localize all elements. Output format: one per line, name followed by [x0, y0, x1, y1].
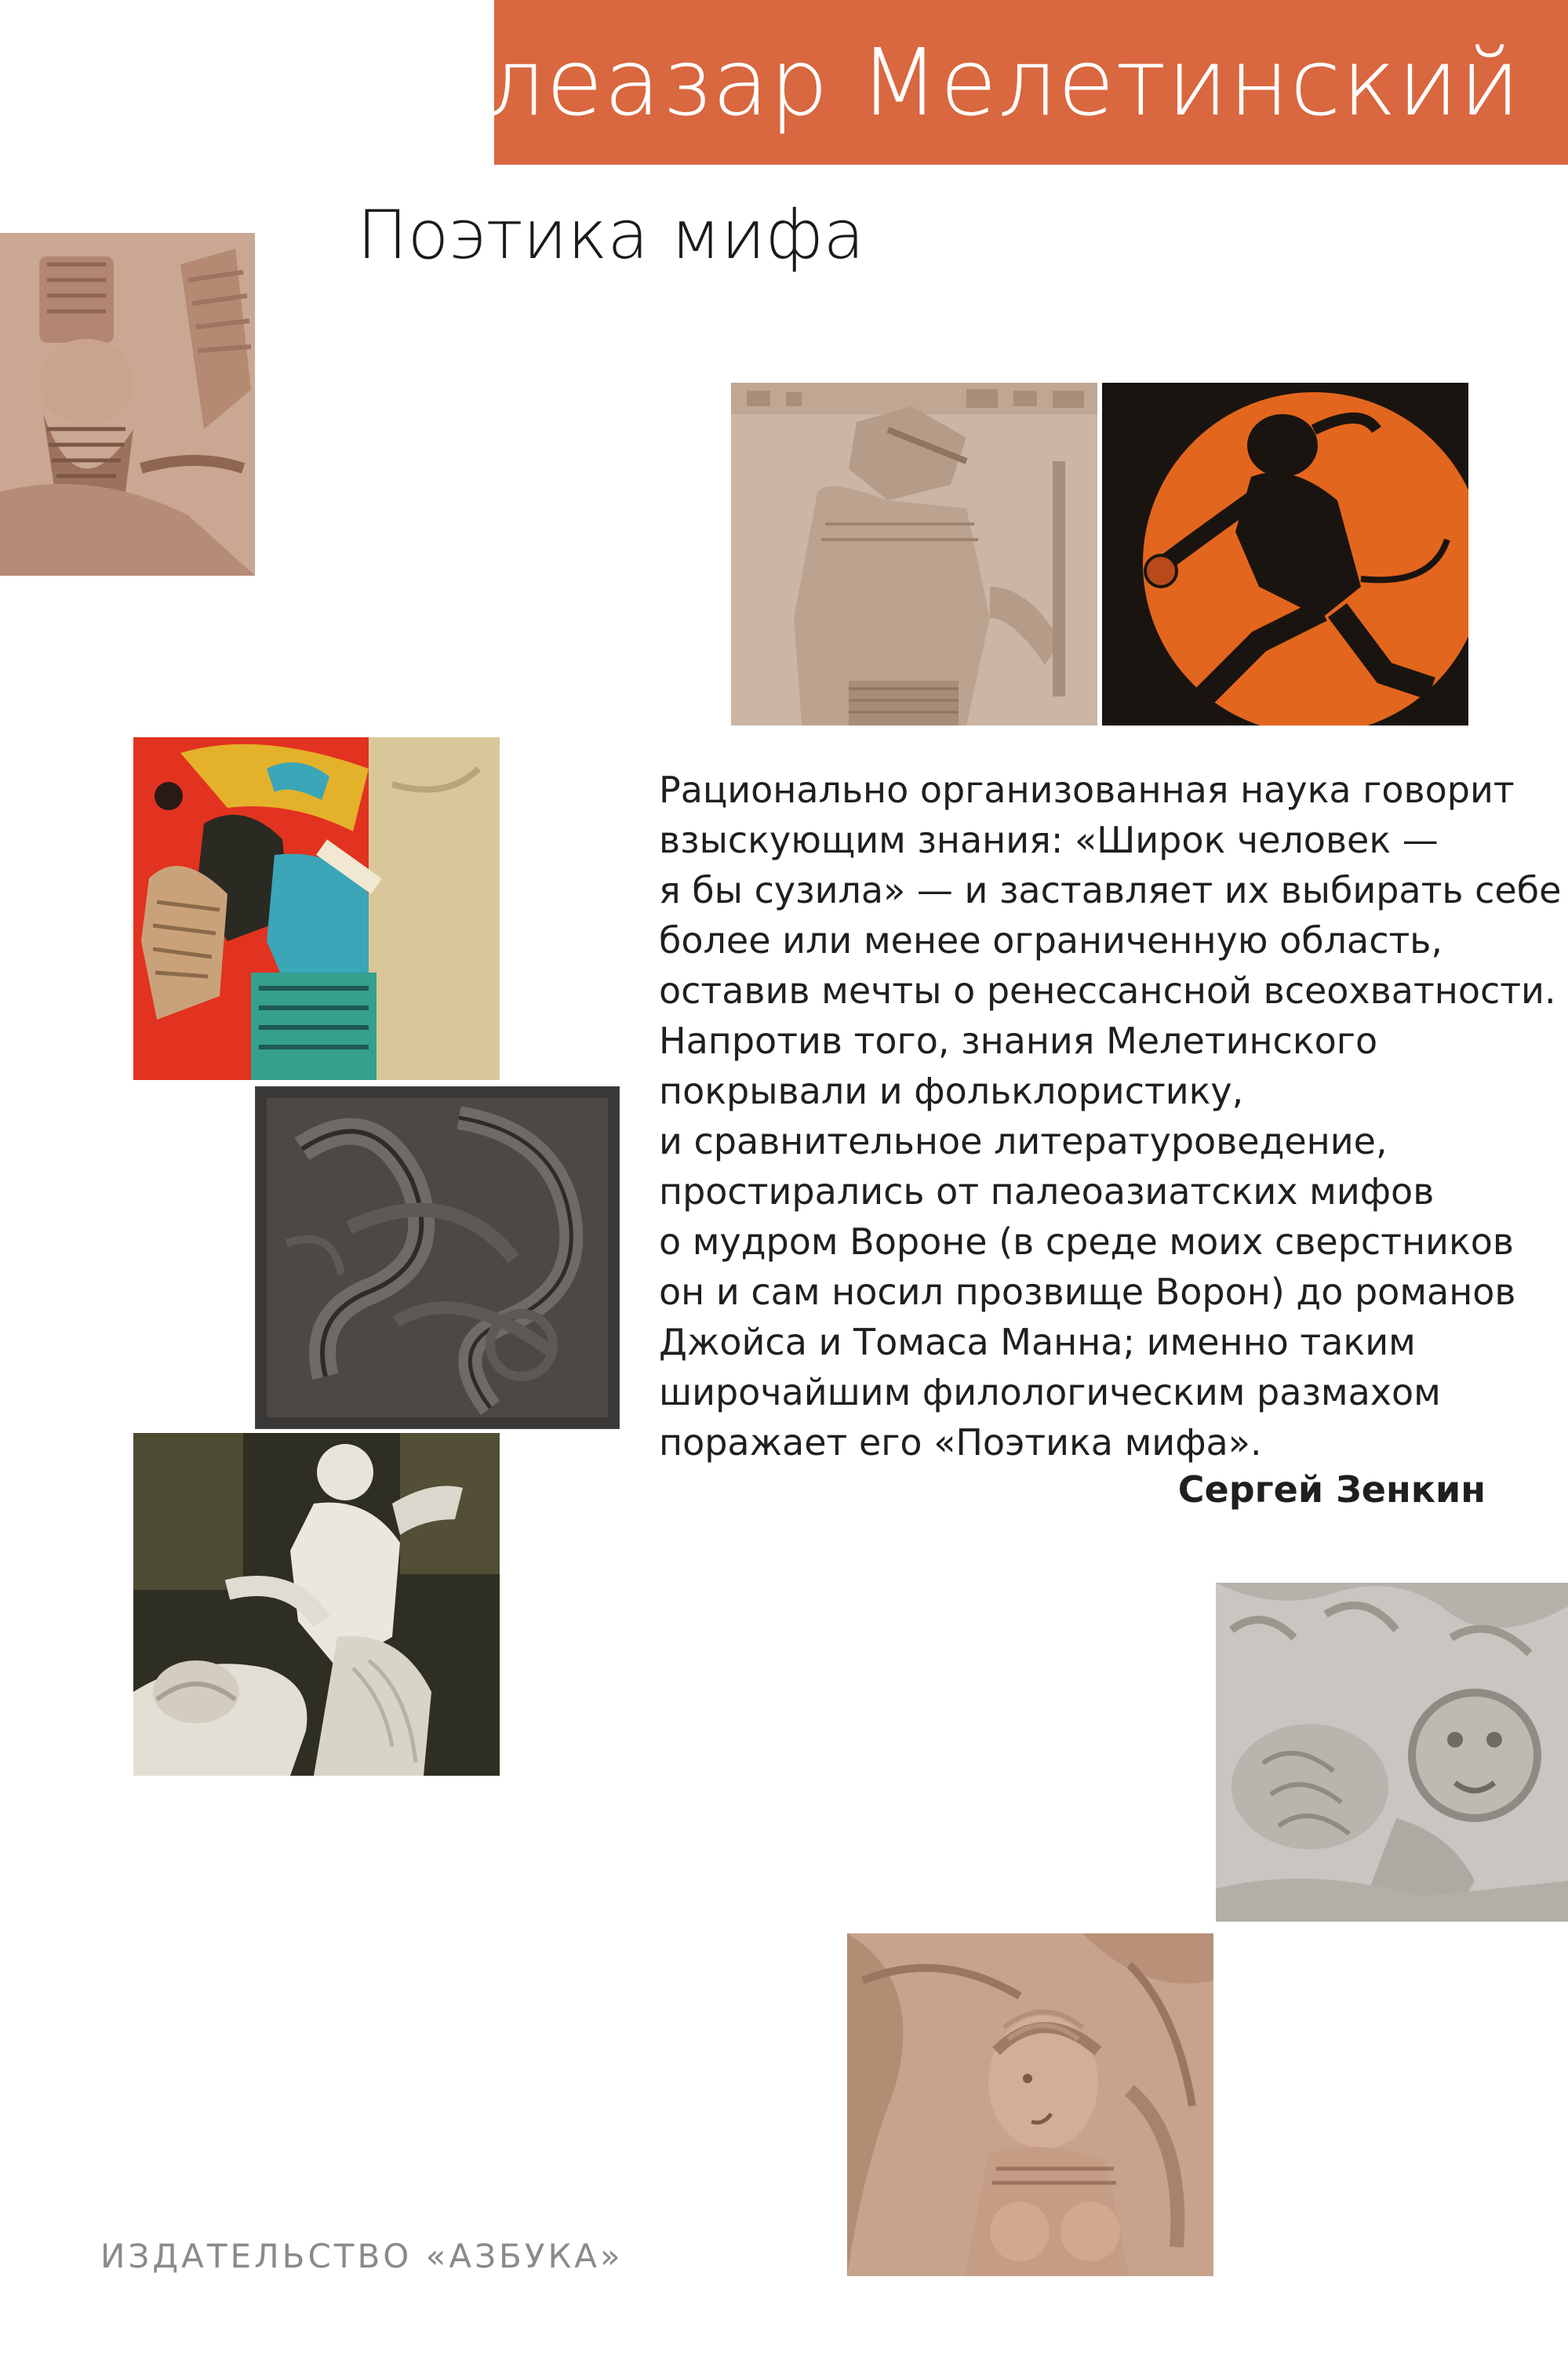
blurb-line: Рационально организованная наука говорит: [659, 769, 1515, 811]
blurb-line: простирались от палеоазиатских мифов: [659, 1170, 1435, 1213]
blurb-line: Напротив того, знания Мелетинского: [659, 1020, 1378, 1062]
author-banner: [427, 0, 1568, 165]
assyrian-relief-image: [0, 233, 255, 576]
blurb-line: и сравнительное литературоведение,: [659, 1120, 1388, 1162]
publisher-name: ИЗДАТЕЛЬСТВО «АЗБУКА»: [100, 2237, 624, 2275]
book-title: Поэтика мифа: [357, 196, 865, 275]
blurb-line: оставив мечты о ренессансной всеохватности.: [659, 969, 1556, 1012]
blurb-line: о мудром Вороне (в среде моих сверстников: [659, 1220, 1514, 1263]
blurb-line: он и сам носил прозвище Ворон) до романов: [659, 1271, 1516, 1313]
marble-sculpture-image: [133, 1433, 500, 1776]
stone-lion-relief-image: [1216, 1583, 1568, 1922]
blurb-line: Джойса и Томаса Манна; именно таким: [659, 1321, 1416, 1363]
blurb-line: я бы сузила» — и заставляет их выбирать себе: [659, 869, 1562, 911]
blurb-line: более или менее ограниченную область,: [659, 919, 1443, 962]
mesoamerican-painting-image: [133, 737, 500, 1080]
blurb-line: поражает его «Поэтика мифа».: [659, 1421, 1262, 1464]
norse-wood-carving-image: [255, 1086, 620, 1429]
quote-attribution: Сергей Зенкин: [1177, 1468, 1486, 1511]
indian-stone-relief-image: [847, 1933, 1213, 2276]
blurb-line: широчайшим филологическим размахом: [659, 1371, 1441, 1413]
egyptian-relief-image: [731, 383, 1097, 726]
blurb-line: взыскующим знания: «Широк человек —: [659, 819, 1439, 861]
greek-vase-image: [1102, 383, 1468, 726]
author-name: Елеазар Мелетинский: [427, 28, 1521, 136]
blurb-quote: [659, 765, 1562, 1467]
blurb-line: покрывали и фольклористику,: [659, 1070, 1244, 1112]
